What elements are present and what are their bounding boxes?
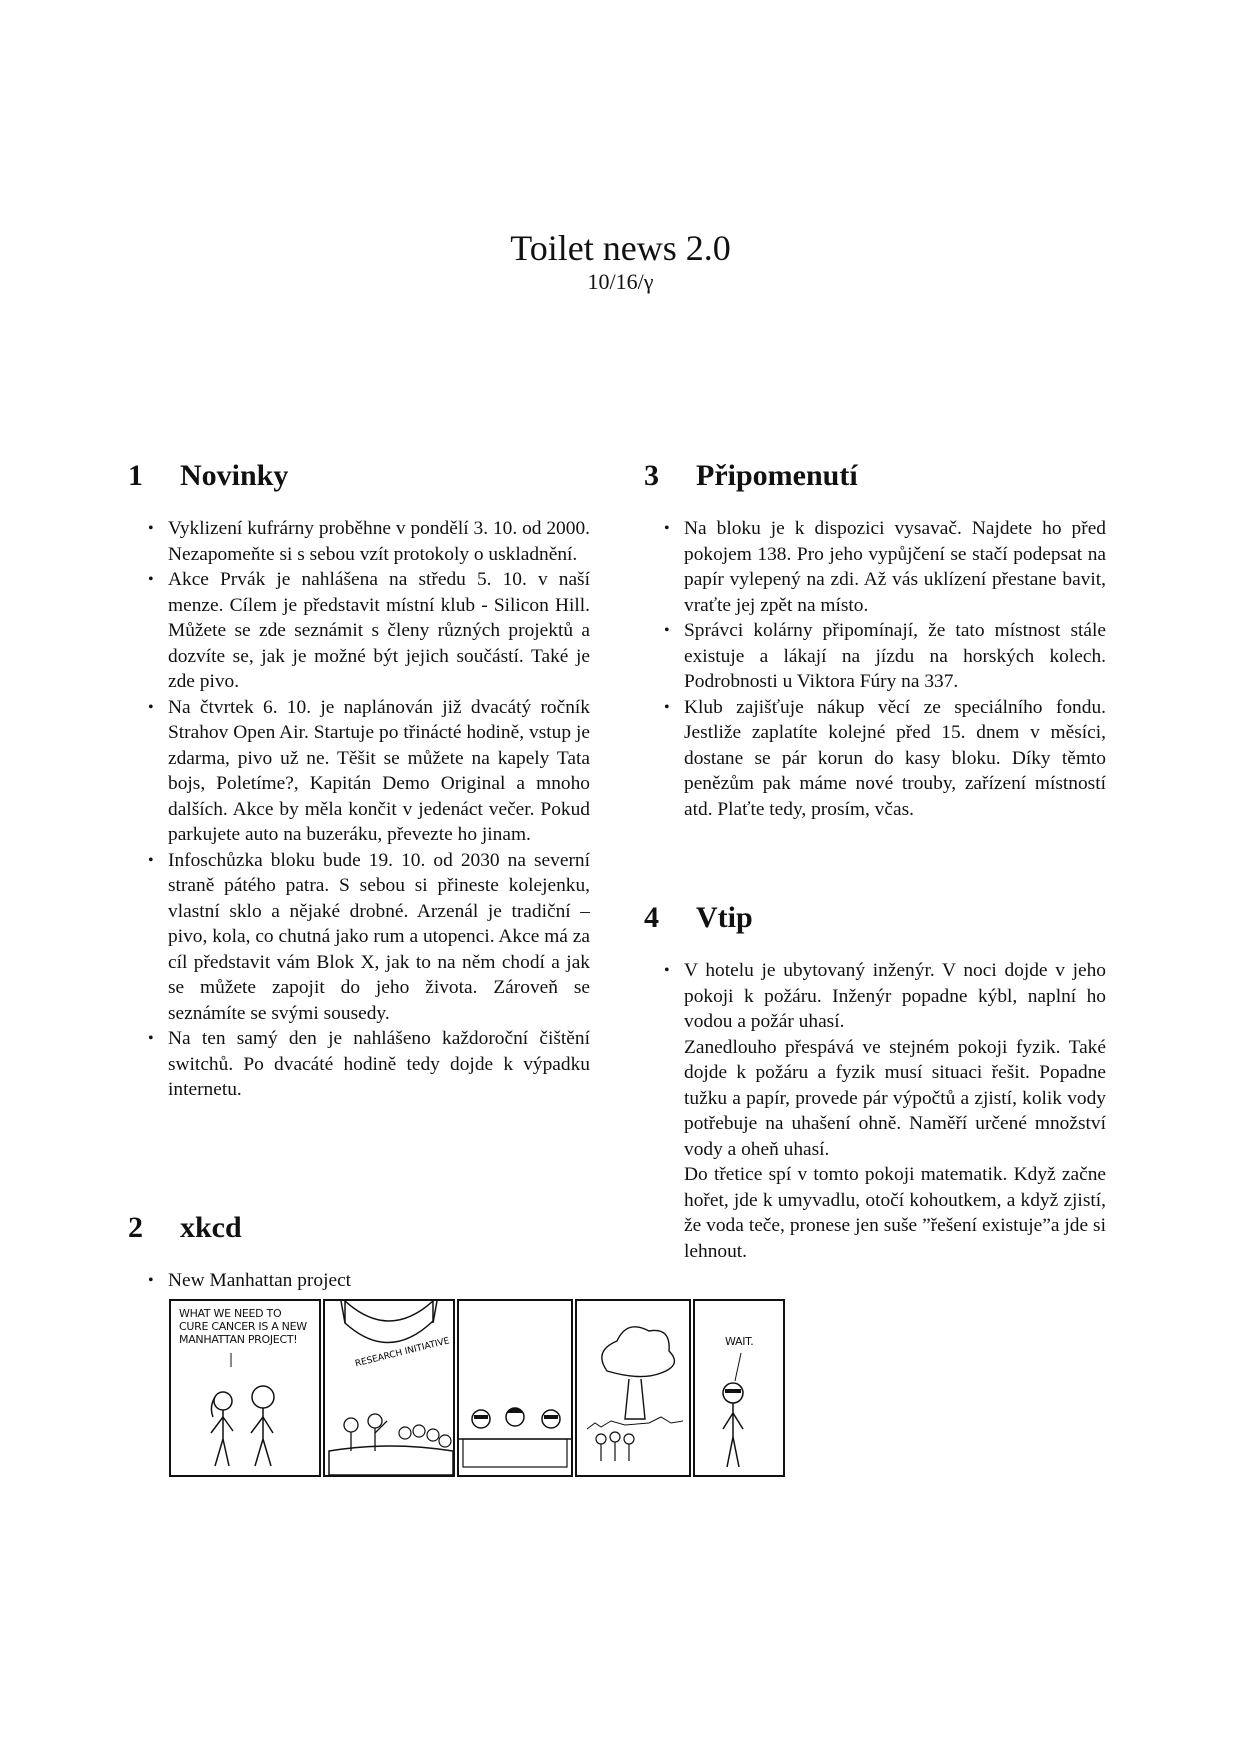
- comic-panel-2: [323, 1299, 455, 1477]
- section-heading: [644, 458, 1106, 494]
- section-title: xkcd: [180, 1211, 242, 1244]
- list-item: • Správci kolárny připomínají, že tato místnost stále existuje a lákají na jízdu na horských kolech. Podrobnosti u Viktora Fúry na 337.: [664, 620, 1106, 692]
- document-date: 10/16/γ: [587, 269, 654, 294]
- section-heading: [644, 900, 1106, 936]
- comic-panel-4: [575, 1299, 691, 1477]
- list-item: • Klub zajišťuje nákup věcí ze speciálního fondu. Jestliže zaplatíte kolejné před 15. dnem v měsíci, dostane se pár korun do kasy bloku. Díky těmto penězům pak máme nové trouby, zařízení místností atd. Plaťte tedy, prosím, včas.: [664, 696, 1106, 820]
- scientists-image: [459, 1301, 571, 1475]
- stick-figures-image: [171, 1301, 319, 1475]
- speech-text: WHAT WE NEED TO CURE CANCER IS A NEW MANHATTAN PROJECT!: [179, 1307, 307, 1346]
- list-item: • Vyklizení kufrárny proběhne v pondělí 3. 10. od 2000. Nezapomeňte si s sebou vzít protokoly o uskladnění.: [148, 518, 590, 565]
- list-item: • Infoschůzka bloku bude 19. 10. od 2030 na severní straně pátého patra. S sebou si přineste kolejenku, vlastní sklo a nějaké drobné. Arzenál je tradiční – pivo, kola, co chutná jako rum a utopenci. Akce má za cíl představit vám Blok X, jak to na něm chodí a jak se můžete zapojit do jeho života. Zároveň se seznámíte se svými sousedy.: [148, 849, 590, 1024]
- section-title: Novinky: [180, 459, 289, 492]
- list-item: • New Manhattan project: [148, 1270, 352, 1291]
- xkcd-comic: [169, 1299, 785, 1477]
- section-pripomenuti: [644, 458, 1106, 822]
- section-number: 4: [644, 901, 659, 934]
- document-title: Toilet news 2.0: [510, 228, 731, 268]
- mushroom-cloud-image: [577, 1301, 689, 1475]
- section-heading: [128, 458, 590, 494]
- section-number: 1: [128, 459, 143, 492]
- list-item: • Akce Prvák je nahlášena na středu 5. 10. v naší menze. Cílem je představit místní klub - Silicon Hill. Můžete se zde seznámit s členy různých projektů a dozvíte se, jak je možné být jejich součástí. Také je zde pivo.: [148, 569, 590, 692]
- banner-text: Research initiative: [354, 1336, 451, 1370]
- list-item: • Na čtvrtek 6. 10. je naplánován již dvacátý ročník Strahov Open Air. Startuje po třinácté hodině, vstup je zdarma, pivo už ne. Těšit se můžete na kapely Tata bojs, Poletíme?, Kapitán Demo Original a mnoho dalších. Akce by měla končit v jedenáct večer. Pokud parkujete auto na buzeráku, převezte ho jinam.: [148, 696, 590, 845]
- section-heading: [128, 1210, 590, 1246]
- speech-text: WAIT.: [725, 1335, 754, 1348]
- section-number: 2: [128, 1211, 143, 1244]
- stick-figure-image: [695, 1301, 783, 1475]
- list-item: • Na ten samý den je nahlášeno každoroční čištění switchů. Po dvacáté hodině tedy dojde k výpadku internetu.: [148, 1028, 590, 1100]
- section-novinky: [128, 458, 590, 1103]
- comic-panel-3: [457, 1299, 573, 1477]
- comic-panel-5: [693, 1299, 785, 1477]
- section-vtip: [644, 900, 1106, 1264]
- section-title: Připomenutí: [696, 459, 858, 492]
- section-xkcd: [128, 1210, 590, 1294]
- section-number: 3: [644, 459, 659, 492]
- research-banner-image: [325, 1301, 453, 1475]
- section-title: Vtip: [696, 901, 753, 934]
- list-item: • V hotelu je ubytovaný inženýr. V noci dojde v jeho pokoji k požáru. Inženýr popadne kýbl, naplní ho vodou a požár uhasí. Zanedlouho přespává ve stejném pokoji fyzik. Také dojde k požáru a fyzik musí situaci řešit. Popadne tužku a papír, provede pár výpočtů a zjistí, kolik vody potřebuje na uhašení ohně. Naměří určené množství vody a oheň uhasí. Do třetice spí v tomto pokoji matematik. Když začne hořet, jde k umyvadlu, otočí kohoutkem, a když zjistí, že voda teče, pronese jen suše ”řešení existuje”a jde si lehnout.: [664, 960, 1106, 1262]
- comic-panel-1: [169, 1299, 321, 1477]
- list-item: • Na bloku je k dispozici vysavač. Najdete ho před pokojem 138. Pro jeho vypůjčení se stačí podepsat na papír vylepený na zdi. Až vás uklízení přestane bavit, vraťte jej zpět na místo.: [664, 518, 1106, 616]
